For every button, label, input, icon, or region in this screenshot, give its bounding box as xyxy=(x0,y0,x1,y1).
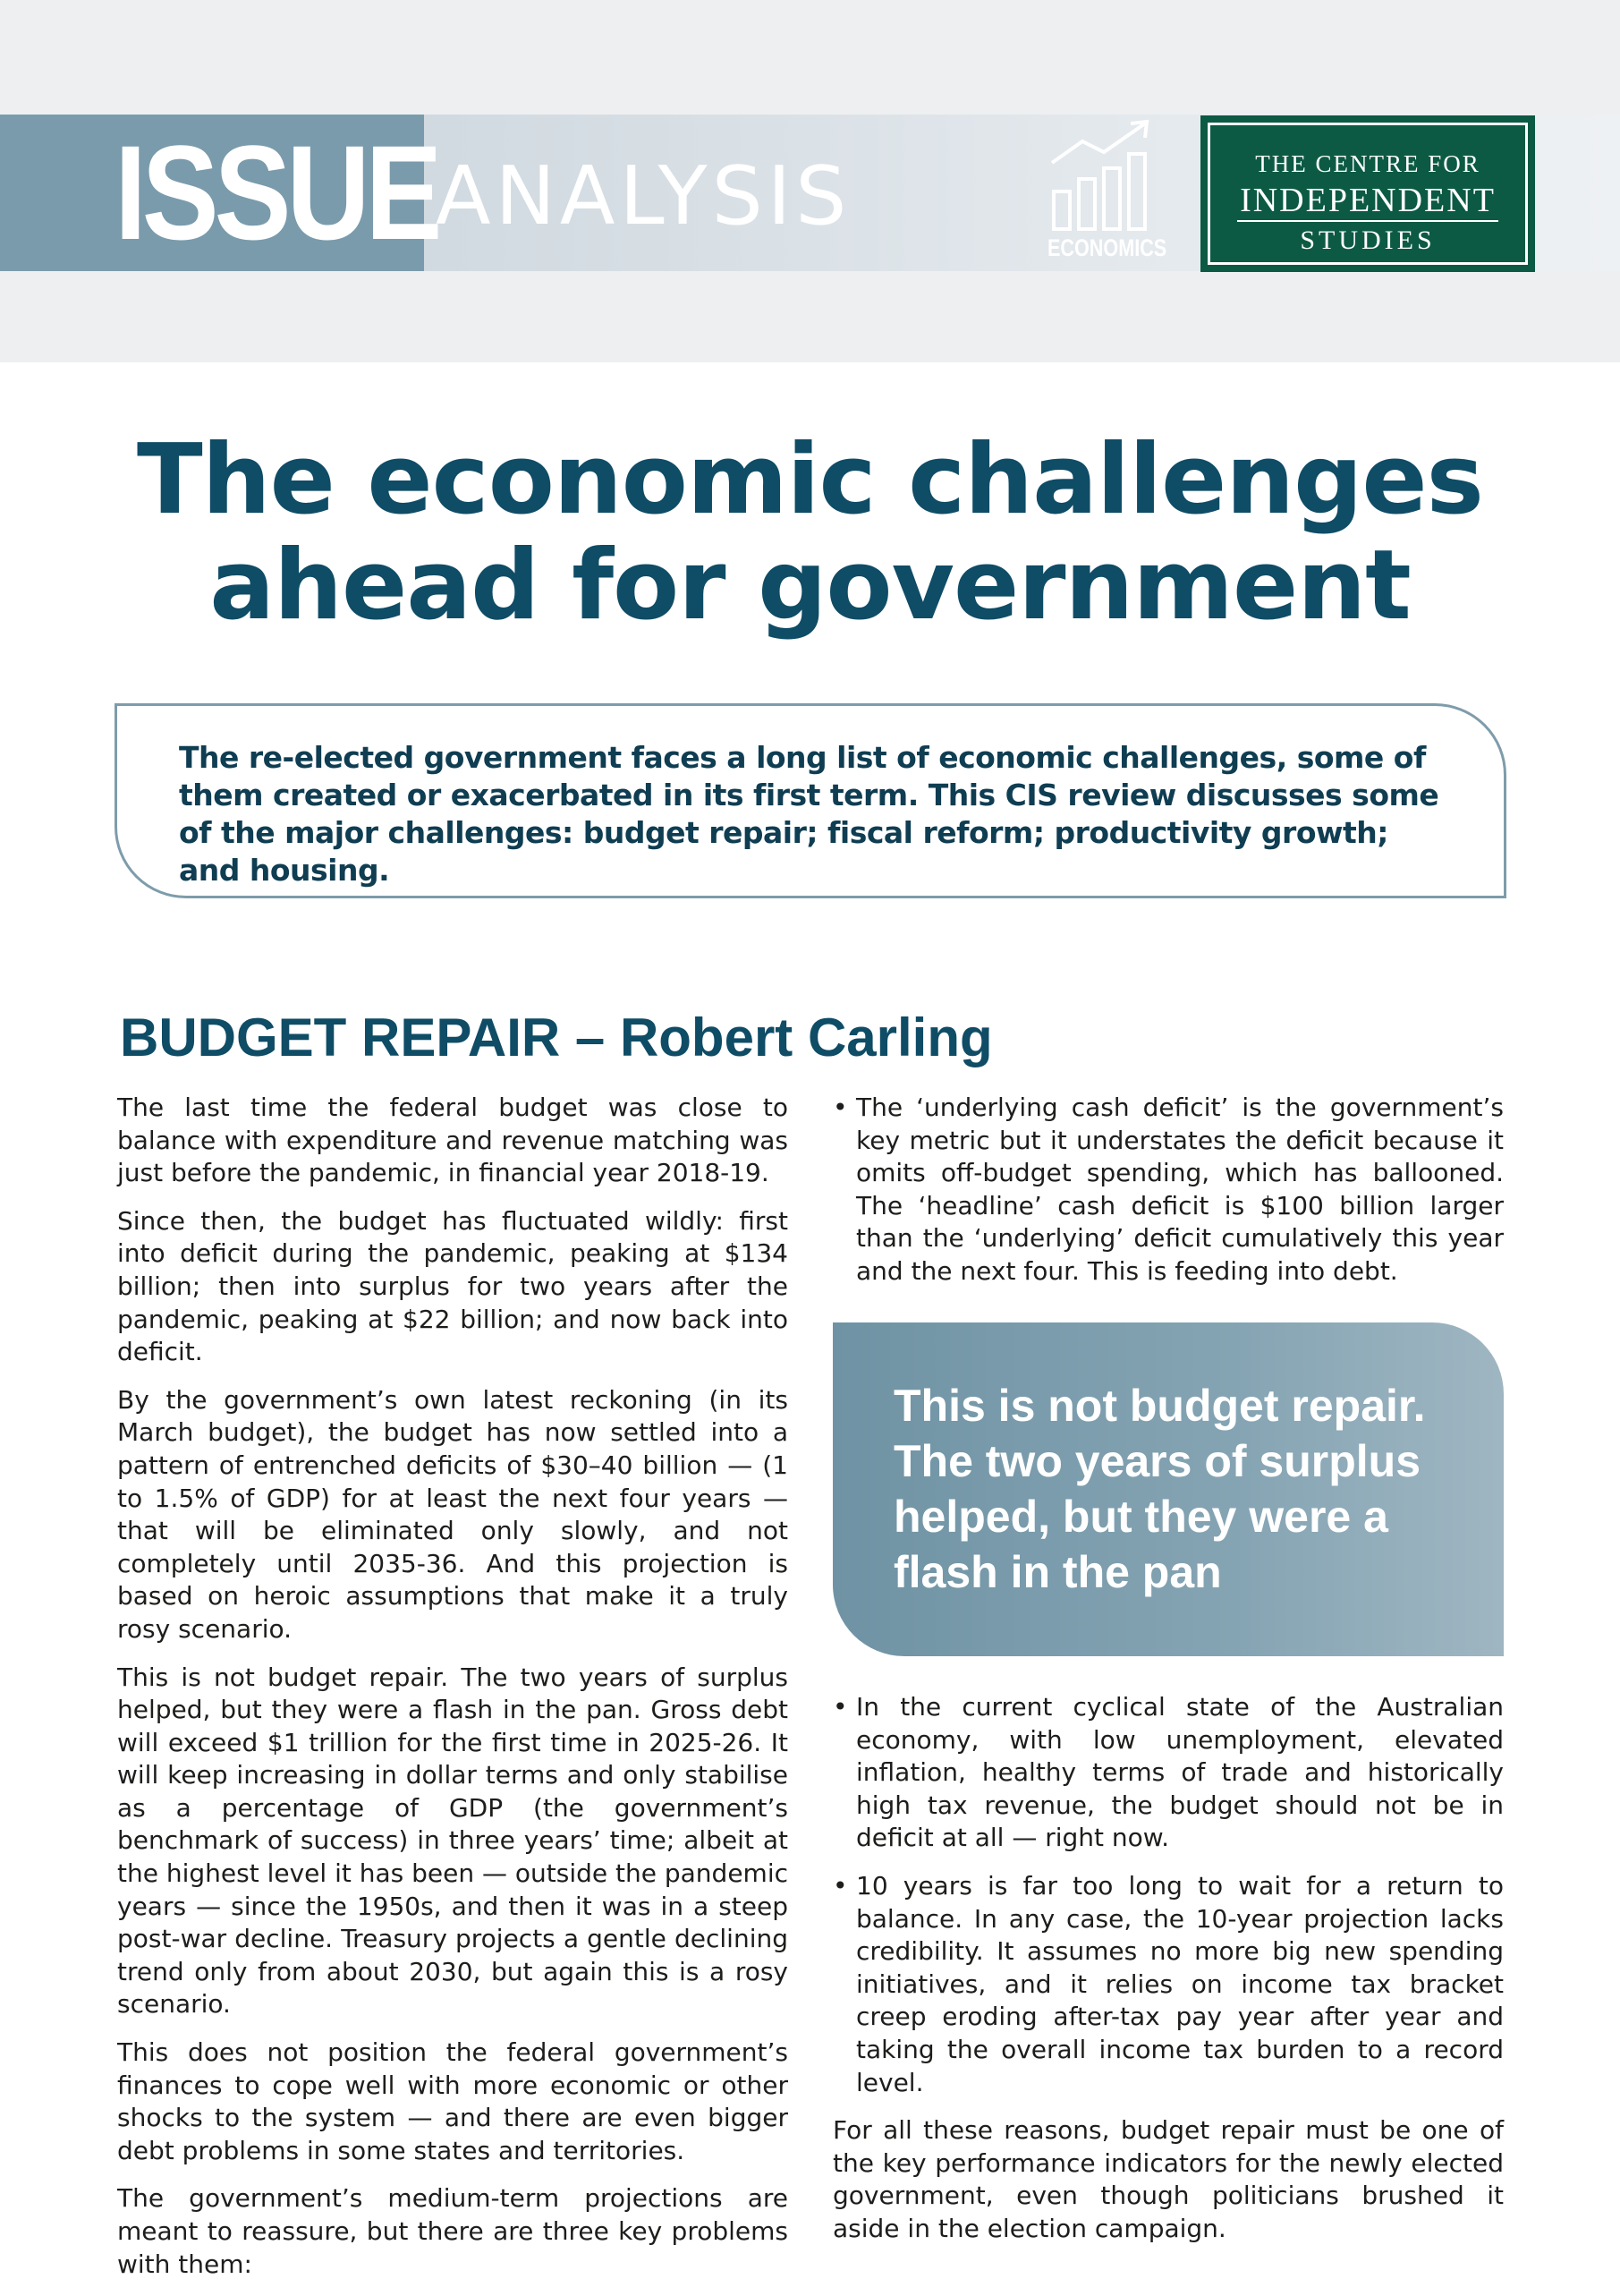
category-label: ECONOMICS xyxy=(1047,234,1167,261)
left-column xyxy=(117,1092,788,2296)
economics-chart-icon xyxy=(1047,118,1163,234)
paragraph: This does not position the federal government’s finances to cope well with more economic or other shocks to the system — and there are even bigger debt problems in some states and territories. xyxy=(117,2037,788,2165)
cis-logo-divider xyxy=(1237,220,1498,222)
paragraph: This is not budget repair. The two years of surplus helped, but they were a flash in the pan. Gross debt will exceed $1 trillion for the first time in 2025-26. It will keep increasing in dollar terms and only stabilise as a percentage of GDP (the government’s benchmark of success) in three years’ time; albeit at the highest level it has been — outside the pandemic years — since the 1950s, and then it was in a steep post-war decline. Treasury projects a gentle declining trend only from about 2030, but again this is a rosy scenario. xyxy=(117,1662,788,2020)
bullet-text: The ‘underlying cash deficit’ is the government’s key metric but it understates the deficit because it omits off-budget spending, which has ballooned. The ‘headline’ cash deficit is $100 billion larger than the ‘underlying’ deficit cumulatively this year and the next four. This is feeding into debt. xyxy=(856,1093,1504,1286)
pull-quote-text: This is not budget repair. The two years of surplus helped, but they were a flash in the pan xyxy=(894,1381,1426,1597)
cis-logo-line2: INDEPENDENT xyxy=(1240,182,1496,219)
right-column-bottom xyxy=(833,1691,1504,2261)
closing-paragraph: For all these reasons, budget repair must be one of the key performance indicators for the newly elected government, even though politicians brushed it aside in the election campaign. xyxy=(833,2115,1504,2243)
right-column-top xyxy=(833,1092,1504,1304)
cis-logo-border xyxy=(1208,123,1528,265)
issue-label: ISSUE xyxy=(115,117,438,268)
paragraph: By the government’s own latest reckoning (in its March budget), the budget has now settled into a pattern of entrenched deficits of $30–40 billion — (1 to 1.5% of GDP) for at least the next four years — that will be eliminated only slowly, and not completely until 2035-36. And this projection is based on heroic assumptions that make it a truly rosy scenario. xyxy=(117,1384,788,1644)
bullet-mark: • xyxy=(833,1692,848,1722)
page-title: The economic challenges ahead for government xyxy=(137,424,1483,642)
bullet-mark: • xyxy=(833,1093,848,1122)
cis-logo xyxy=(1200,115,1535,272)
analysis-label: ANALYSIS xyxy=(436,149,852,243)
bullet-item xyxy=(833,1870,1504,2099)
cis-logo-line1: THE CENTRE FOR xyxy=(1255,150,1480,177)
summary-text: The re-elected government faces a long list of economic challenges, some of them created or exacerbated in its first term. This CIS review discusses some of the major challenges: budget repair; fiscal reform; productivity growth; and housing. xyxy=(179,740,1439,888)
bullet-item xyxy=(833,1691,1504,1855)
bullet-mark: • xyxy=(833,1870,848,1901)
bullet-text: In the current cyclical state of the Australian economy, with low unemployment, elevated inflation, healthy terms of trade and historically high tax revenue, the budget should not be in deficit at all — right now. xyxy=(856,1692,1504,1853)
paragraph: Since then, the budget has fluctuated wildly: first into deficit during the pandemic, peaking at $134 billion; then into surplus for two years after the pandemic, peaking at $22 billion; and now back into deficit. xyxy=(117,1205,788,1367)
paragraph: The government’s medium-term projections are meant to reassure, but there are three key problems with them: xyxy=(117,2183,788,2279)
bullet-item xyxy=(833,1092,1504,1288)
cis-logo-line3: STUDIES xyxy=(1300,225,1436,255)
bullet-text: 10 years is far too long to wait for a return to balance. In any case, the 10-year projection lacks credibility. It assumes no more big new spending initiatives, and it relies on income tax bracket creep eroding after-tax pay year after year and taking the overall income tax burden to a record level. xyxy=(856,1870,1504,2097)
paragraph: The last time the federal budget was close to balance with expenditure and revenue matching was just before the pandemic, in financial year 2018-19. xyxy=(117,1093,788,1188)
section-heading: BUDGET REPAIR – Robert Carling xyxy=(120,1008,993,1067)
